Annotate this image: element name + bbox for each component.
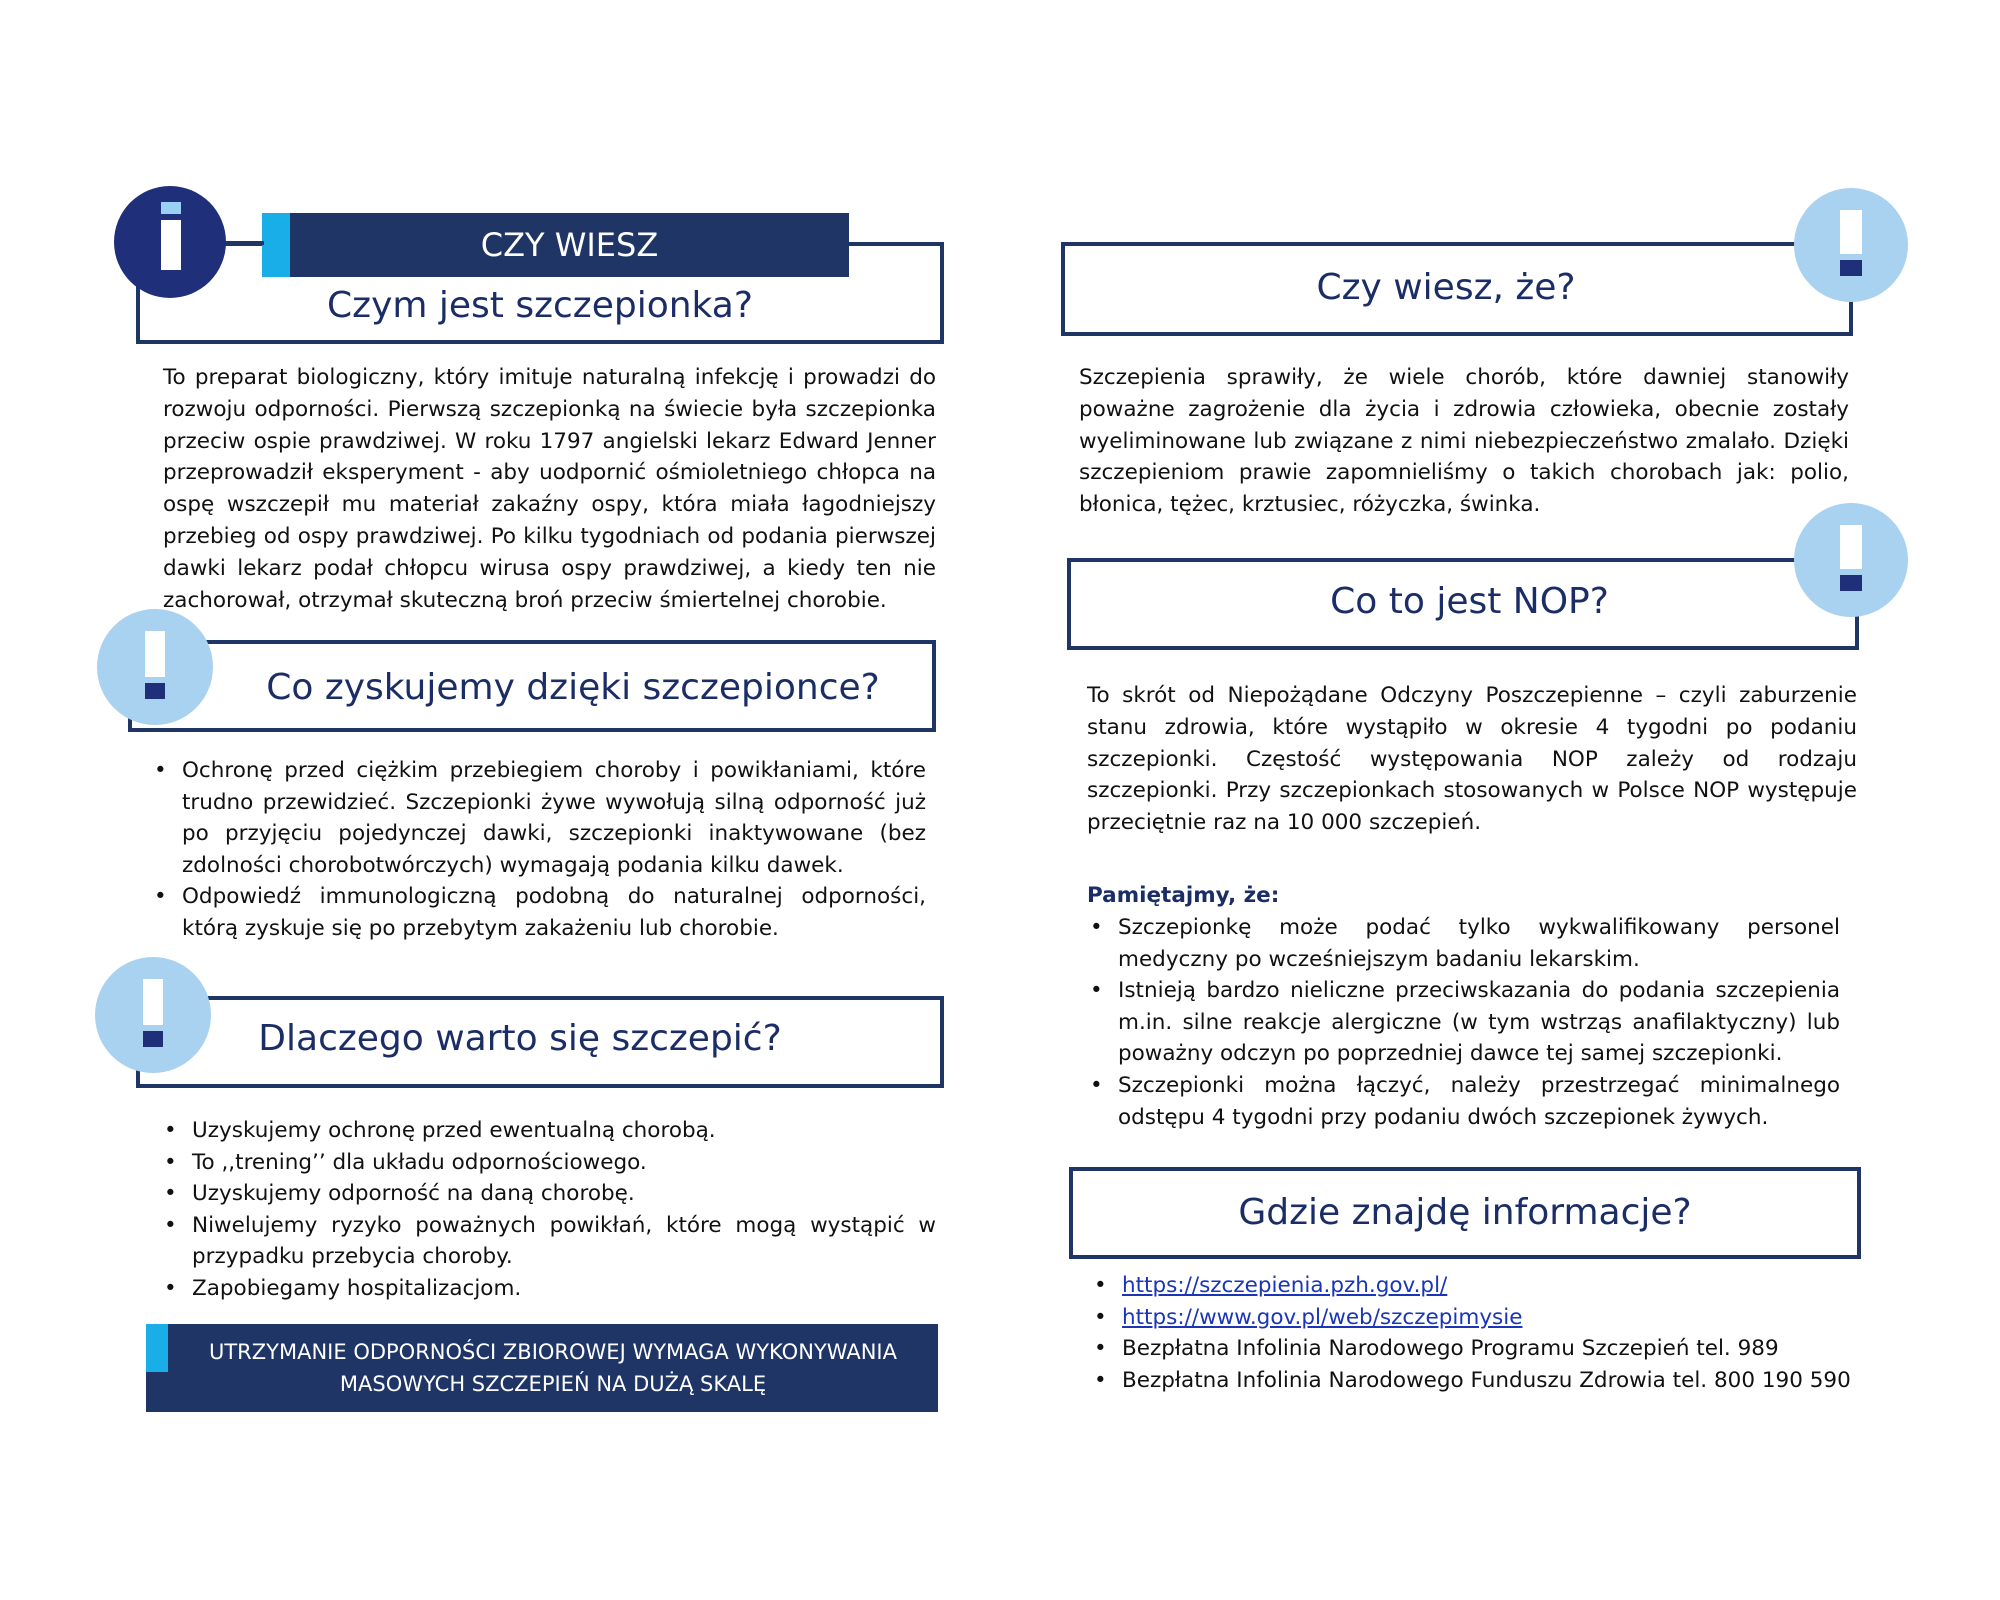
section-title-did-you-know: Czy wiesz, że? [1316,267,1576,308]
exclamation-icon [95,957,211,1073]
link-gov-szczepimysie[interactable]: https://www.gov.pl/web/szczepimysie [1122,1304,1523,1330]
banner-accent [262,213,290,277]
section-title-what-is-vaccine: Czym jest szczepionka? [327,285,753,326]
why-vaccinate-list [160,1115,936,1305]
list-item: • Uzyskujemy odporność na daną chorobę. [164,1181,635,1207]
info-icon-dot [161,202,181,214]
list-item: • Zapobiegamy hospitalizacjom. [164,1275,522,1301]
list-item: • Ochronę przed ciężkim przebiegiem choroby i powikłaniami, które trudno przewidzieć. Szczepionki żywe wywołują silną odporność już po przyjęciu pojedynczej dawki, szczepionki inaktywowane (bez zdolności chorobotwórczych) wymagają podania kilku dawek. [154,758,926,878]
list-item: • To ,,trening’’ dla układu odpornościowego. [164,1149,647,1175]
list-item: • Szczepionkę może podać tylko wykwalifikowany personel medyczny po wcześniejszym badaniu lekarskim. [1090,915,1840,972]
list-item: • Bezpłatna Infolinia Narodowego Funduszu Zdrowia tel. 800 190 590 [1094,1367,1851,1393]
list-item: • Szczepionki można łączyć, należy przestrzegać minimalnego odstępu 4 tygodni przy podaniu dwóch szczepionek żywych. [1090,1072,1840,1130]
herd-immunity-line-1: UTRZYMANIE ODPORNOŚCI ZBIOROWEJ WYMAGA WYKONYWANIA [208,1340,897,1364]
connector-line [220,241,264,245]
herd-immunity-line-2: MASOWYCH SZCZEPIEŃ NA DUŻĄ SKALĘ [339,1372,767,1396]
section-title-benefits: Co zyskujemy dzięki szczepionce? [266,667,880,708]
list-item: • Niwelujemy ryzyko poważnych powikłań, które mogą wystąpić w przypadku przebycia choroby. [164,1212,936,1270]
exclamation-icon [97,609,213,725]
section-text-nop: To skrót od Niepożądane Odczyny Poszczepienne – czyli zaburzenie stanu zdrowia, które wystąpiło w okresie 4 tygodni po podaniu szczepionki. Częstość występowania NOP zależy od rodzaju szczepionki. Przy szczepionkach stosowanych w Polsce NOP występuje przeciętnie raz na 10 000 szczepień. [1087,683,1857,836]
herd-immunity-banner [146,1324,938,1412]
info-icon [114,186,226,298]
section-title-nop: Co to jest NOP? [1330,581,1609,622]
section-title-where-info: Gdzie znajdę informacje? [1238,1192,1692,1233]
list-item: • Odpowiedź immunologiczną podobną do naturalnej odporności, którą zyskuje się po przebytym zakażeniu lub chorobie. [154,884,926,941]
info-sources-list [1090,1270,1870,1396]
benefits-list [150,755,926,945]
section-title-why-vaccinate: Dlaczego warto się szczepić? [258,1018,782,1059]
info-icon-stem [161,220,181,270]
remember-label: Pamiętajmy, że: [1087,883,1280,908]
remember-list [1086,912,1840,1133]
link-szczepienia-pzh[interactable]: https://szczepienia.pzh.gov.pl/ [1122,1273,1448,1298]
banner-accent [146,1324,168,1372]
list-item: • Bezpłatna Infolinia Narodowego Programu Szczepień tel. 989 [1094,1336,1779,1362]
list-item: • https://www.gov.pl/web/szczepimysie [1094,1304,1523,1330]
section-text-did-you-know: Szczepienia sprawiły, że wiele chorób, które dawniej stanowiły poważne zagrożenie dla życia i zdrowia człowieka, obecnie zostały wyeliminowane lub związane z nimi niebezpieczeństwo zmalało. Dzięki szczepieniom prawie zapomnieliśmy o takich chorobach jak: polio, błonica, tężec, krztusiec, różyczka, świnka. [1079,365,1849,518]
list-item: • https://szczepienia.pzh.gov.pl/ [1094,1273,1448,1298]
section-text-what-is-vaccine: To preparat biologiczny, który imituje naturalną infekcję i prowadzi do rozwoju odporności. Pierwszą szczepionką na świecie była szczepionka przeciw ospie prawdziwej. W roku 1797 angielski lekarz Edward Jenner przeprowadził eksperyment - aby uodpornić ośmioletniego chłopca na ospę wszczepił mu materiał zakaźny ospy, która miała łagodniejszy przebieg od ospy prawdziwej. Po kilku tygodniach od podania pierwszej dawki lekarz podał chłopcu wirusa ospy prawdziwej, a kiedy ten nie zachorował, otrzymał skuteczną broń przeciw śmiertelnej chorobie. [163,365,936,613]
list-item: • Istnieją bardzo nieliczne przeciwskazania do podania szczepienia m.in. silne reakcje alergiczne (w tym wstrząs anafilaktyczny) lub poważny odczyn po poprzedniej dawce tej samej szczepionki. [1090,978,1840,1067]
banner-czy-wiesz [262,213,849,277]
banner-label: CZY WIESZ [480,226,659,264]
list-item: • Uzyskujemy ochronę przed ewentualną chorobą. [164,1118,716,1143]
